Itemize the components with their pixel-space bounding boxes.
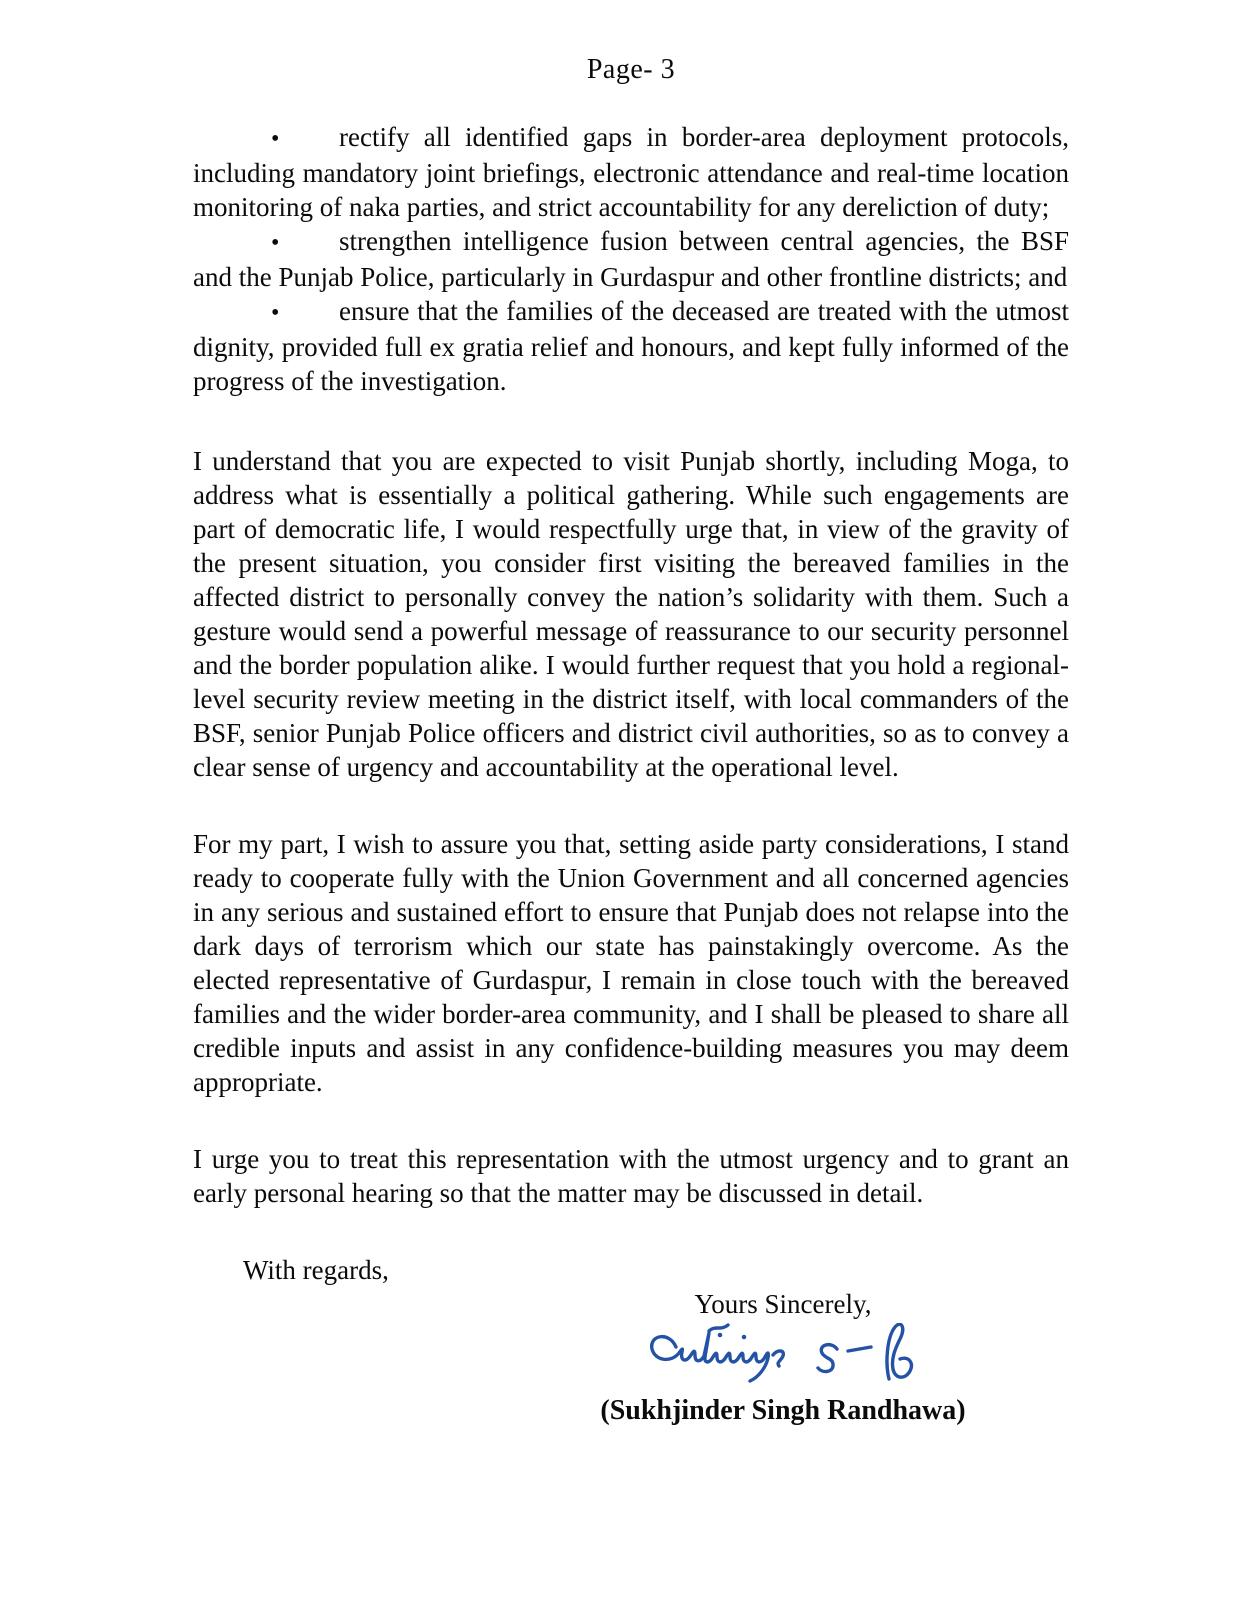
- body-paragraph: For my part, I wish to assure you that, setting aside party considerations, I stand ready to cooperate fully with the Union Government and all concerned agencies in any serious and sustained effort to ensure that Punjab does not relapse into the dark days of terrorism which our state has painstakingly overcome. As the elected representative of Gurdaspur, I remain in close touch with the bereaved families and the wider border-area community, and I shall be pleased to share all credible inputs and assist in any confidence-building measures you may deem appropriate.: [193, 829, 1069, 1097]
- bullet-item: [193, 294, 1069, 398]
- bullet-text: strengthen intelligence fusion between central agencies, the BSF and the Punjab Police, particularly in Gurdaspur and other frontline districts; and: [193, 226, 1069, 292]
- bullet-marker: •: [271, 300, 280, 326]
- bullet-item: [193, 120, 1069, 224]
- bullet-text: rectify all identified gaps in border-area deployment protocols, including mandatory joint briefings, electronic attendance and real-time location monitoring of naka parties, and strict accountability for any dereliction of duty;: [193, 122, 1069, 222]
- body-paragraph: I urge you to treat this representation with the utmost urgency and to grant an early personal hearing so that the matter may be discussed in detail.: [193, 1144, 1069, 1208]
- signature-ink: [652, 1324, 912, 1381]
- bullet-marker: •: [271, 230, 280, 256]
- bullet-text: ensure that the families of the deceased are treated with the utmost dignity, provided full ex gratia relief and honours, and kept fully informed of the progress of the investigation.: [193, 296, 1069, 396]
- body-paragraph: I understand that you are expected to visit Punjab shortly, including Moga, to address what is essentially a political gathering. While such engagements are part of democratic life, I would respectfully urge that, in view of the gravity of the present situation, you consider first visiting the bereaved families in the affected district to personally convey the nation’s solidarity with them. Such a gesture would send a powerful message of reassurance to our security personnel and the border population alike. I would further request that you hold a regional-level security review meeting in the district itself, with local commanders of the BSF, senior Punjab Police officers and district civil authorities, so as to convey a clear sense of urgency and accountability at the operational level.: [193, 446, 1069, 782]
- bullet-item: [193, 224, 1069, 294]
- signatory-name: (Sukhjinder Singh Randhawa): [600, 1395, 966, 1426]
- handwritten-signature: [613, 1323, 953, 1393]
- bullet-marker: •: [271, 126, 280, 152]
- with-regards-line: With regards,: [243, 1255, 389, 1285]
- yours-sincerely-line: Yours Sincerely,: [694, 1289, 872, 1319]
- page-number-label: Page- 3: [586, 54, 676, 85]
- signature-block: [583, 1287, 983, 1429]
- bullet-list: [193, 120, 1069, 398]
- signature-ink-dots: [718, 1333, 747, 1340]
